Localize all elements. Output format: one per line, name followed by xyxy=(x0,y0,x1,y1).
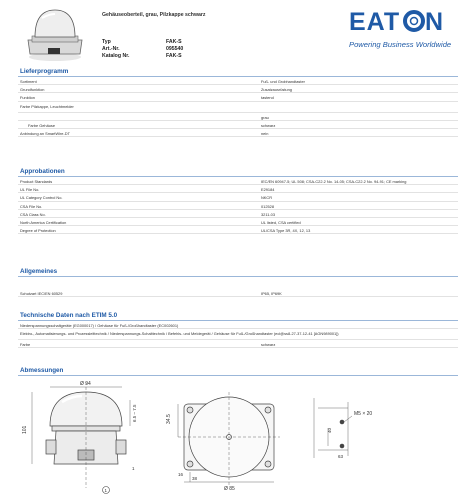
dim-label: 101 xyxy=(22,425,28,434)
table-row xyxy=(18,93,458,101)
table-row xyxy=(18,226,458,234)
table-row xyxy=(18,113,458,121)
row-value: UL/CSA Type 3R, 4X, 12, 13 xyxy=(261,228,311,234)
row-value: E29184 xyxy=(261,187,275,193)
dim-label: 38 xyxy=(192,476,198,481)
detail-marker-label: 1 xyxy=(104,487,108,493)
table-row xyxy=(18,210,458,218)
row-value: Fuß- und Grobhandtaster xyxy=(261,79,305,84)
field-article-number xyxy=(102,46,184,52)
row-label: Sortiment xyxy=(20,79,37,84)
row-label: UL File No. xyxy=(20,187,40,193)
table-row xyxy=(18,177,458,185)
row-value: tastend xyxy=(261,95,274,101)
section-title: Technische Daten nach ETIM 5.0 xyxy=(18,312,458,321)
row-value: schwarz xyxy=(261,122,276,128)
row-value: IEC/EN 60947-5; UL 508; CSA-C22.2 No. 14-05; CSA-C22.2 No. 94-91; CE marking xyxy=(261,179,407,184)
table-row xyxy=(18,202,458,210)
row-value: schwarz xyxy=(261,342,276,348)
dim-label: Ø 94 xyxy=(80,381,91,387)
row-value: IP65, IP69K xyxy=(261,291,282,296)
row-label: Degree of Protection xyxy=(20,228,56,234)
dim-label: 6.5 – 7.5 xyxy=(132,404,137,422)
dim-label: 1 xyxy=(132,466,135,471)
section-title: Approbationen xyxy=(18,168,458,177)
table-row xyxy=(18,121,458,129)
table-row xyxy=(18,185,458,193)
brand-tagline: Powering Business Worldwide xyxy=(349,40,452,49)
section-title: Abmessungen xyxy=(18,367,458,376)
eaton-logo xyxy=(349,8,451,34)
table-row xyxy=(18,289,458,297)
row-label: CSA File No. xyxy=(20,203,43,209)
svg-text:N: N xyxy=(425,8,444,34)
field-value: FAK-S xyxy=(166,39,182,45)
row-value: grau xyxy=(261,114,269,120)
row-label: UL Category Control No. xyxy=(20,195,63,201)
section-title: Lieferprogramm xyxy=(18,68,458,77)
dim-label: M5 × 20 xyxy=(354,411,373,417)
section-title: Allgemeines xyxy=(18,268,458,277)
field-label: Typ xyxy=(102,39,111,45)
mounting-hole-drawing xyxy=(314,398,352,458)
product-title: Gehäuseoberteil, grau, Pilzkappe schwarz xyxy=(102,12,206,18)
field-catalog-number xyxy=(102,53,182,59)
row-label: Product Standards xyxy=(20,179,53,184)
field-value: FAK-S xyxy=(166,53,182,59)
table-row xyxy=(18,340,458,348)
row-label: Farbe Gehäuse xyxy=(28,122,56,128)
row-value: nein xyxy=(261,130,269,136)
row-value: 3211-03 xyxy=(261,211,275,217)
brand-block xyxy=(349,8,451,49)
table-row xyxy=(18,321,458,329)
dim-label: 16 xyxy=(178,472,184,477)
row-label: Funktion xyxy=(20,95,35,101)
row-label: Schutzart IEC/EN 60529 xyxy=(20,291,63,296)
dim-label: Ø 85 xyxy=(224,486,235,492)
section-abmessungen xyxy=(18,367,458,376)
row-label: Grundfunktion xyxy=(20,87,45,93)
row-label: Elektro-, Automatisierungs- und Prozessleittechnik / Niederspannungs-Schalttechnik / Befehls- und Meldegerät / Gehäuse für Fuß-/Großhandtaster (ecl@ss8-27-37-12-41 [AGN989001]) xyxy=(20,331,339,337)
table-row xyxy=(18,77,458,85)
section-lieferprogramm xyxy=(18,68,458,137)
table-row xyxy=(18,193,458,201)
row-value: 012528 xyxy=(261,203,274,209)
field-label: Art.-Nr. xyxy=(102,46,120,52)
section-etim xyxy=(18,312,458,348)
field-value: 095540 xyxy=(166,46,184,52)
table-row xyxy=(18,218,458,226)
row-label: Niederspannungsschaltgeräte (EG000017) / Gehäuse für Fuß-/Großhandtaster (EC002601) xyxy=(20,323,179,328)
section-allgemeines xyxy=(18,268,458,297)
row-label: Anbindung an SmartWire-DT xyxy=(20,130,70,136)
svg-text:EAT: EAT xyxy=(349,8,401,34)
row-value: UL listed, CSA certified xyxy=(261,219,301,225)
table-row xyxy=(18,102,458,113)
row-label: Farbe xyxy=(20,342,31,348)
field-label: Katalog Nr. xyxy=(102,53,130,59)
row-value: Zusatzausrüstung xyxy=(261,87,292,93)
product-header xyxy=(0,0,468,68)
table-row xyxy=(18,85,458,93)
front-view-drawing xyxy=(178,392,280,486)
dim-label: 63 xyxy=(338,454,344,459)
side-view-drawing xyxy=(32,382,130,488)
row-label: Farbe Pilzkappe, Leuchtmelder xyxy=(20,103,74,109)
product-image xyxy=(18,6,92,62)
dim-label: 34.5 xyxy=(166,414,172,424)
table-row xyxy=(18,129,458,137)
dim-label: 40 xyxy=(327,427,332,433)
row-label: CSA Class No. xyxy=(20,211,46,217)
row-value: NKCR xyxy=(261,195,273,201)
dimension-drawings xyxy=(18,378,458,496)
row-label: North America Certification xyxy=(20,219,67,225)
section-approbationen xyxy=(18,168,458,234)
field-type xyxy=(102,39,182,45)
table-row xyxy=(18,329,458,340)
